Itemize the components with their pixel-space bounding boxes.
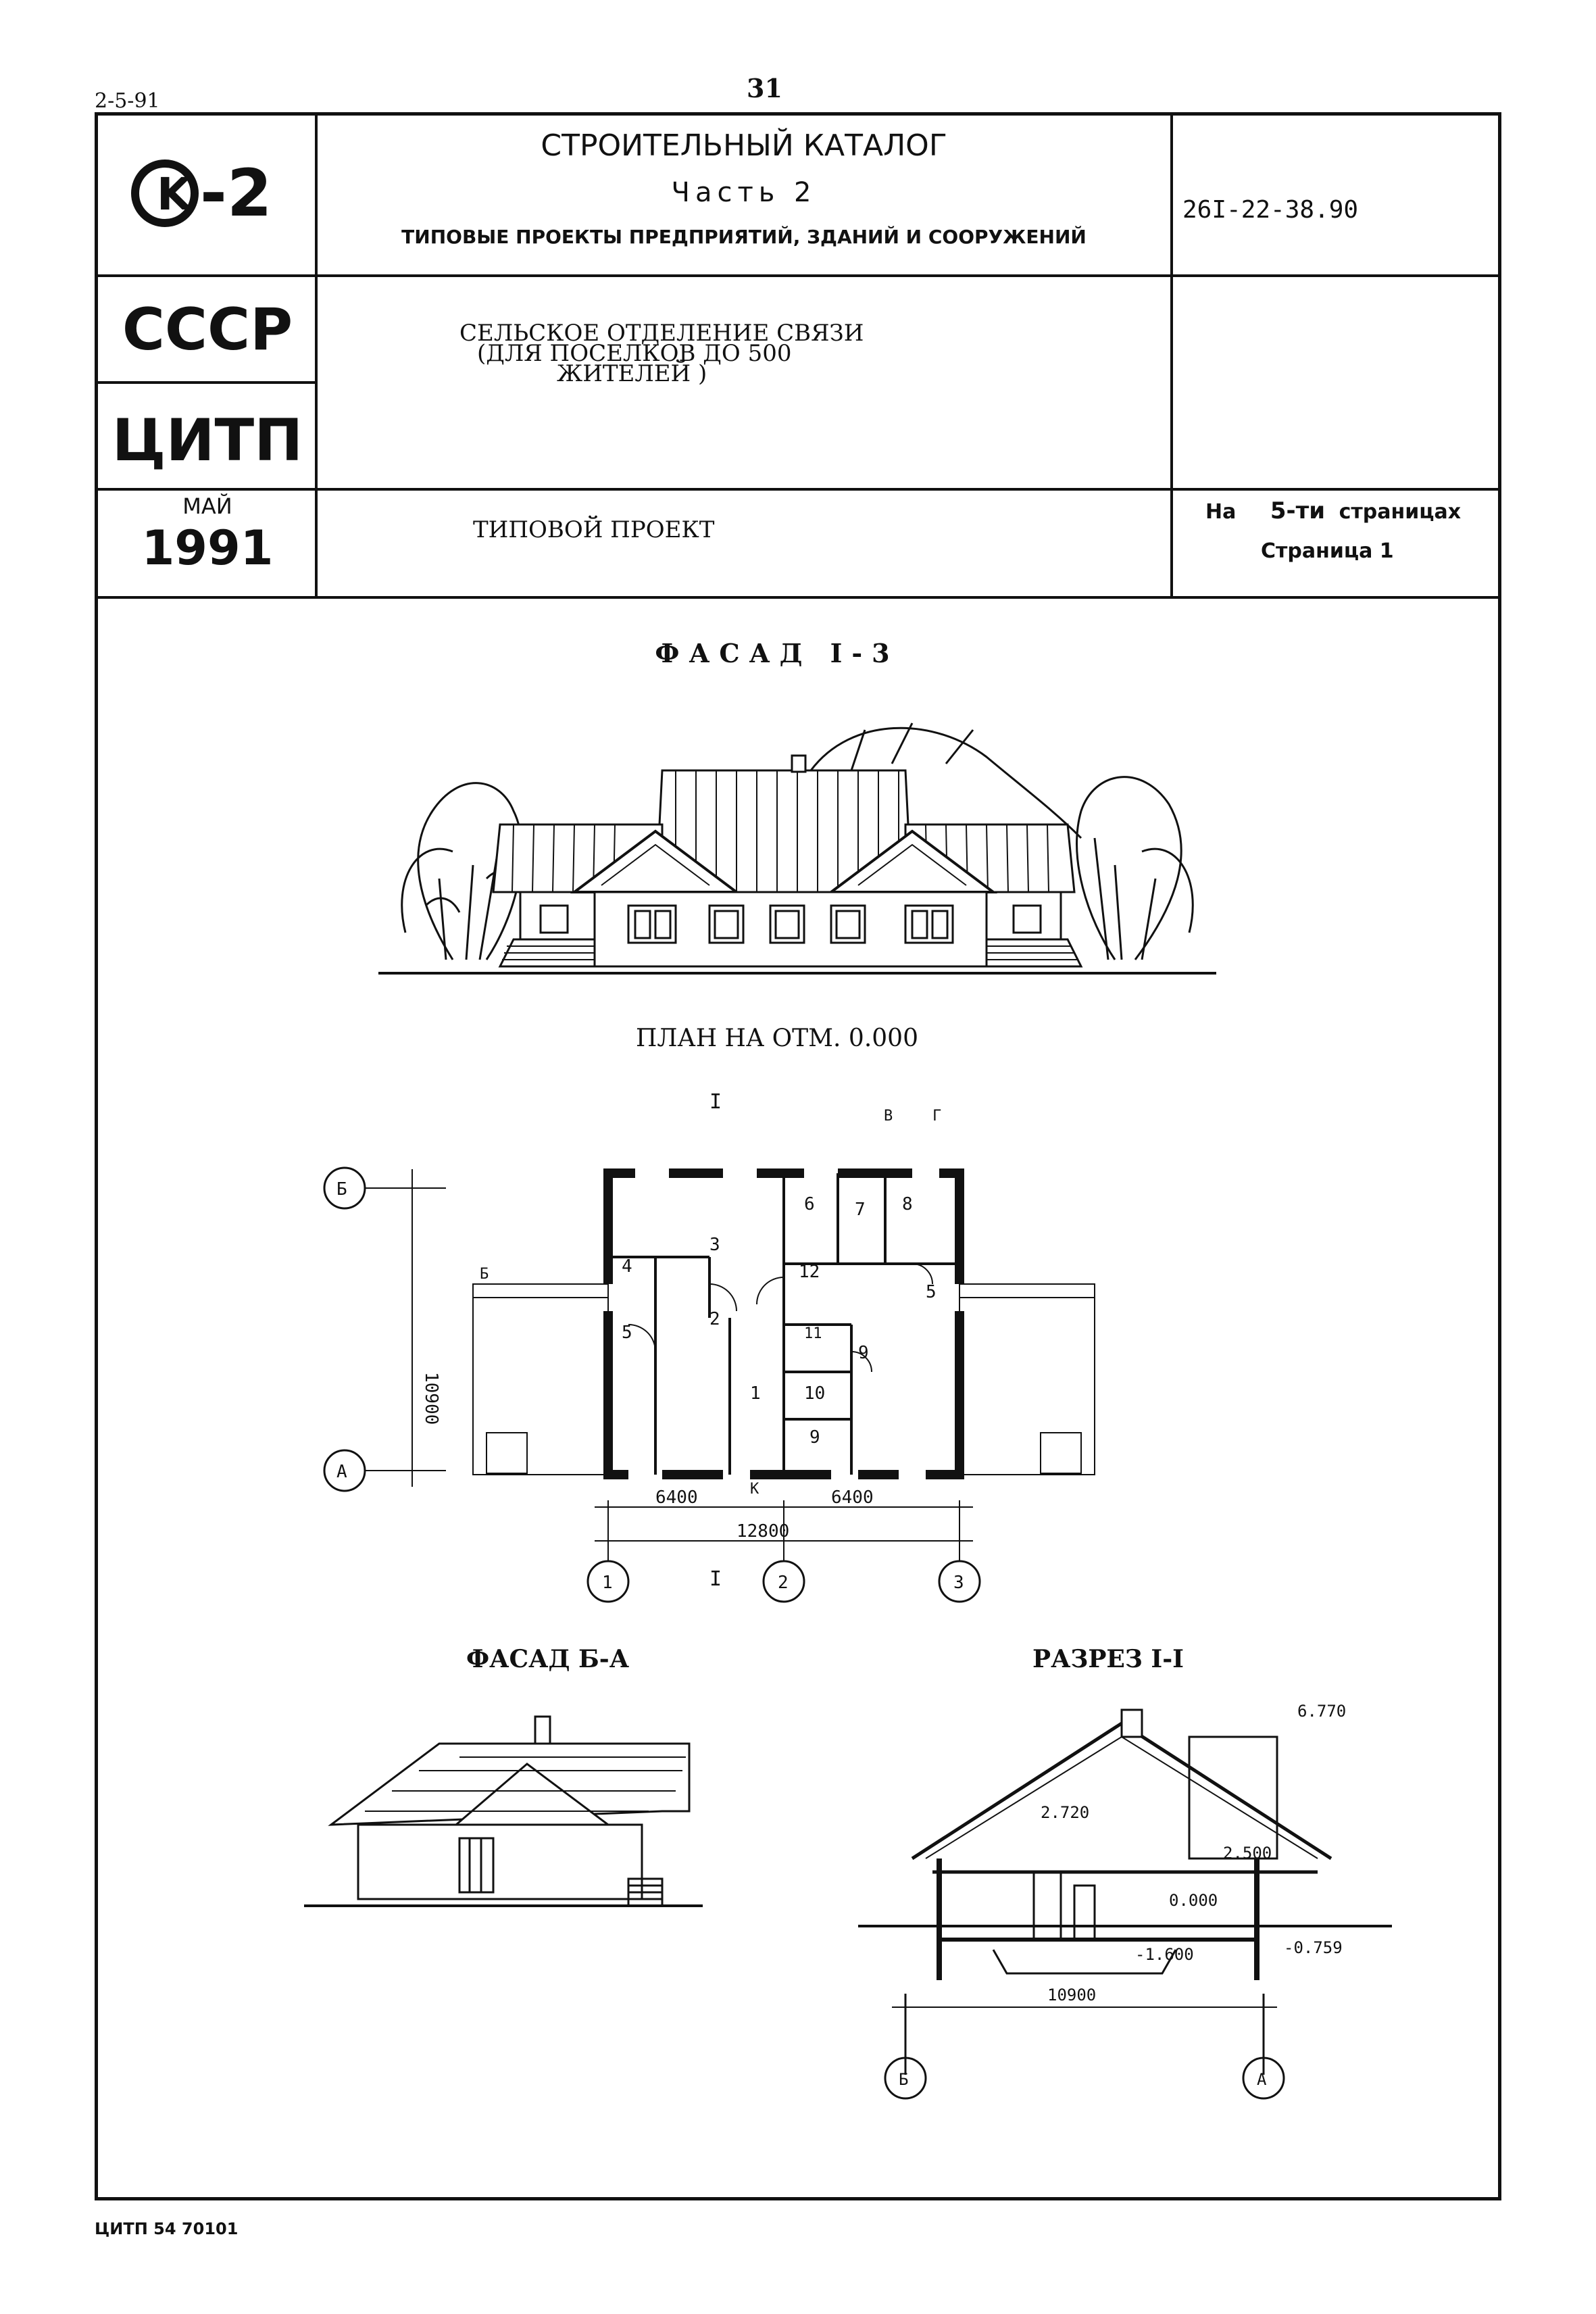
plan-title: ПЛАН НА ОТМ. 0.000: [636, 1025, 918, 1052]
facade-b-a-drawing: [297, 1703, 716, 1919]
project-code: 26I-22-38.90: [1182, 196, 1359, 224]
facade-1-3-title: ФАСАД I-3: [655, 638, 899, 668]
project-name-line2: (ДЛЯ ПОСЕЛКОВ ДО 500: [477, 340, 792, 367]
room-number: 12: [799, 1262, 820, 1282]
room-number: 9: [858, 1343, 869, 1363]
plan-dim-height: 10900: [421, 1372, 441, 1425]
plan-entry-v: В: [884, 1108, 893, 1125]
level-ground: -0.759: [1284, 1938, 1343, 1957]
pages-info: [1205, 497, 1461, 524]
room-number: 4: [622, 1256, 632, 1277]
room-number: 10: [804, 1383, 826, 1404]
plan-dim-right: 6400: [831, 1487, 874, 1508]
section-axis-a: А: [1257, 2070, 1267, 2089]
pages-prefix: На: [1205, 500, 1237, 524]
top-left-code: 2-5-91: [95, 89, 160, 113]
level-basement: -1.600: [1135, 1945, 1194, 1964]
facade-1-3-drawing: [378, 703, 1216, 987]
month-label: МАЙ: [182, 493, 232, 519]
plan-dim-total: 12800: [737, 1521, 790, 1542]
room-number: 2: [709, 1309, 720, 1329]
room-number: 8: [902, 1194, 913, 1214]
logo: [126, 153, 301, 234]
floor-plan-drawing: [318, 1081, 1277, 1608]
room-number: 5: [926, 1282, 937, 1302]
room-number: 6: [804, 1194, 815, 1214]
level-top: 6.770: [1297, 1702, 1347, 1721]
section-axis-b: Б: [899, 2070, 909, 2089]
country-label: СССР: [122, 296, 293, 364]
project-name-line3: ЖИТЕЛЕЙ ): [557, 360, 707, 387]
svg-text:K: K: [157, 168, 192, 220]
plan-axis-b: Б: [336, 1179, 347, 1200]
project-name-line1: СЕЛЬСКОЕ ОТДЕЛЕНИЕ СВЯЗИ: [459, 320, 864, 347]
plan-axis-2: 2: [778, 1573, 789, 1593]
level-zero: 0.000: [1169, 1891, 1218, 1910]
year-label: 1991: [141, 520, 274, 576]
level-floor2: 2.500: [1223, 1844, 1272, 1863]
org-label: ЦИТП: [111, 407, 303, 474]
catalog-subtitle: ТИПОВЫЕ ПРОЕКТЫ ПРЕДПРИЯТИЙ, ЗДАНИЙ И СООРУЖЕНИЙ: [401, 226, 1087, 248]
bottom-left-code: ЦИТП 54 70101: [95, 2219, 239, 2238]
plan-axis-a: А: [336, 1462, 347, 1482]
plan-cut-top: I: [709, 1090, 722, 1114]
plan-axis-3: 3: [953, 1573, 964, 1593]
room-number: 3: [709, 1235, 720, 1255]
page-label: Страница 1: [1261, 539, 1394, 563]
page-number: 31: [747, 73, 782, 103]
room-number: 9: [809, 1427, 820, 1448]
pages-suffix: страницах: [1339, 500, 1462, 524]
room-number: 5: [622, 1323, 632, 1343]
pages-count: 5-ти: [1270, 497, 1326, 524]
room-number: 7: [855, 1200, 866, 1220]
plan-dim-left: 6400: [655, 1487, 698, 1508]
catalog-part: Часть 2: [671, 177, 817, 208]
section-dim-width: 10900: [1047, 1986, 1097, 2004]
project-type: ТИПОВОЙ ПРОЕКТ: [473, 516, 715, 543]
section-drawing: [851, 1696, 1419, 2102]
level-ceiling: 2.720: [1041, 1803, 1090, 1822]
room-number: 11: [804, 1325, 822, 1342]
project-name: [459, 320, 864, 387]
room-number: 1: [750, 1383, 761, 1404]
plan-axis-1: 1: [602, 1573, 613, 1593]
plan-entry-b: Б: [480, 1266, 489, 1283]
plan-cut-bottom: I: [709, 1567, 722, 1591]
logo-number: -2: [200, 155, 272, 231]
section-title: РАЗРЕЗ I-I: [1032, 1645, 1184, 1673]
plan-entry-g: Г: [932, 1108, 942, 1125]
catalog-title: СТРОИТЕЛЬНЫЙ КАТАЛОГ: [541, 128, 947, 163]
plan-entry-k: К: [750, 1481, 759, 1498]
facade-b-a-title: ФАСАД Б-А: [466, 1645, 630, 1673]
tree-right-icon: [1077, 777, 1193, 960]
